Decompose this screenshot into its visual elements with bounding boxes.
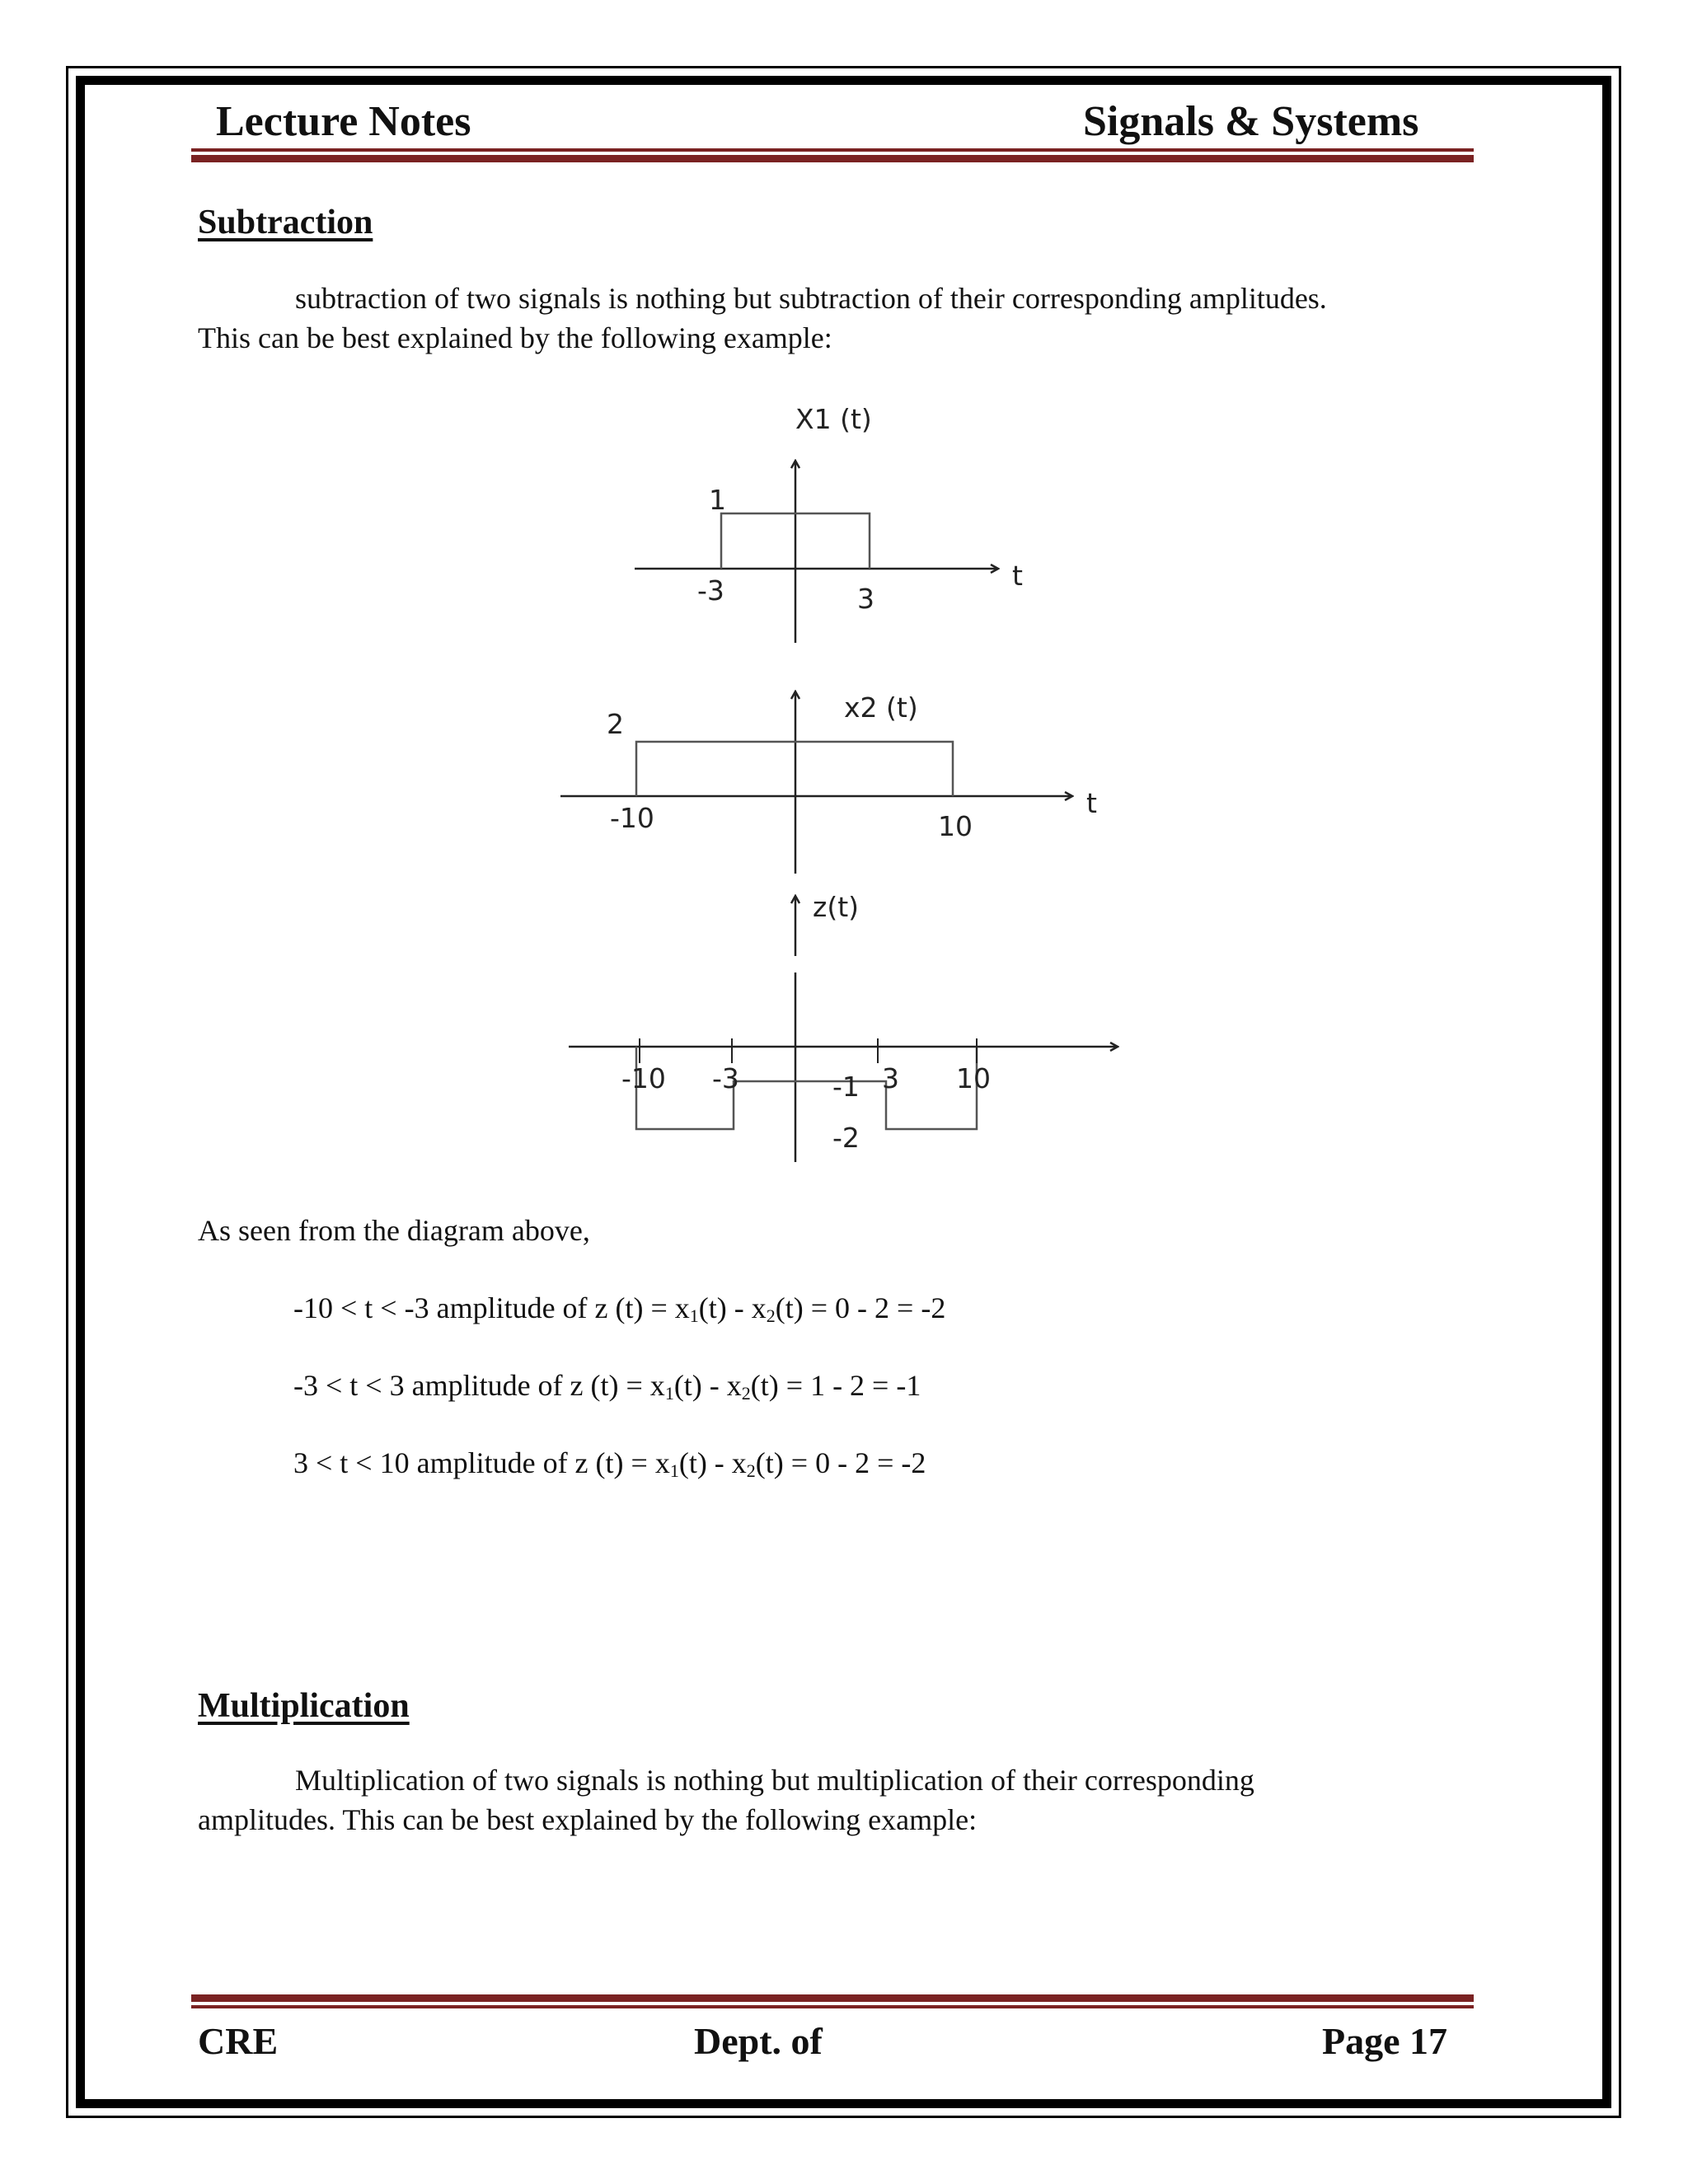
eq1-pre: -10 < t < -3 amplitude of z (t) = x xyxy=(293,1291,690,1324)
footer-rule xyxy=(191,1994,1474,2008)
header-left-title: Lecture Notes xyxy=(216,98,471,145)
x2-tick-neg: -10 xyxy=(610,802,654,834)
z-label: z(t) xyxy=(813,891,860,923)
header-right-title: Signals & Systems xyxy=(1083,98,1419,145)
eq2-pre: -3 < t < 3 amplitude of z (t) = x xyxy=(293,1369,665,1402)
subtraction-paragraph xyxy=(198,279,1434,358)
x2-plot xyxy=(560,691,1097,874)
x1-axis-t-label: t xyxy=(1012,560,1023,592)
footer-page-number: Page 17 xyxy=(1322,2020,1448,2062)
z-amplitude-minus2: -2 xyxy=(832,1122,860,1154)
z-tick-3: 3 xyxy=(882,1062,899,1094)
eq2-post: (t) = 1 - 2 = -1 xyxy=(750,1369,921,1402)
eq1-sub2: 2 xyxy=(766,1305,776,1326)
x1-label: X1 (t) xyxy=(795,403,872,435)
eq1-mid: (t) - x xyxy=(698,1291,767,1324)
z-amplitude-minus1: -1 xyxy=(832,1071,860,1103)
signal-diagram-svg xyxy=(544,387,1154,1179)
section-title-multiplication: Multiplication xyxy=(198,1687,410,1725)
footer-left: CRE xyxy=(198,2020,279,2062)
subtraction-line-1: subtraction of two signals is nothing but subtraction of their corresponding amplitudes. xyxy=(295,282,1327,315)
eq2-mid: (t) - x xyxy=(673,1369,742,1402)
eq3-sub1: 1 xyxy=(669,1460,679,1481)
x1-plot xyxy=(635,403,1023,643)
eq3-sub2: 2 xyxy=(746,1460,756,1481)
eq2-sub2: 2 xyxy=(741,1383,751,1404)
x1-amplitude-value: 1 xyxy=(709,484,726,516)
signal-diagram xyxy=(544,387,1154,1179)
x2-label: x2 (t) xyxy=(844,691,918,724)
section-title-subtraction: Subtraction xyxy=(198,204,373,241)
z-tick-minus10: -10 xyxy=(621,1062,666,1094)
subtraction-line-2: This can be best explained by the following example: xyxy=(198,321,832,354)
observation-intro: As seen from the diagram above, xyxy=(198,1214,590,1247)
multiplication-line-1: Multiplication of two signals is nothing but multiplication of their corresponding xyxy=(295,1764,1254,1797)
z-tick-10: 10 xyxy=(956,1062,991,1094)
header-rule xyxy=(191,148,1474,162)
equation-line-1 xyxy=(293,1291,945,1327)
multiplication-line-2: amplitudes. This can be best explained by the following example: xyxy=(198,1803,978,1836)
x1-tick-neg: -3 xyxy=(697,574,724,607)
eq3-pre: 3 < t < 10 amplitude of z (t) = x xyxy=(293,1446,670,1479)
eq3-mid: (t) - x xyxy=(678,1446,747,1479)
eq3-post: (t) = 0 - 2 = -2 xyxy=(755,1446,926,1479)
z-tick-minus3: -3 xyxy=(712,1062,739,1094)
equation-line-2 xyxy=(293,1368,921,1404)
x1-tick-pos: 3 xyxy=(857,583,874,615)
eq2-sub1: 1 xyxy=(664,1383,674,1404)
eq1-post: (t) = 0 - 2 = -2 xyxy=(775,1291,946,1324)
equation-line-3 xyxy=(293,1446,926,1482)
x2-tick-pos: 10 xyxy=(938,810,973,842)
z-waveform xyxy=(636,1047,977,1129)
z-plot xyxy=(569,891,1117,1162)
eq1-sub1: 1 xyxy=(689,1305,699,1326)
x2-axis-t-label: t xyxy=(1086,787,1097,819)
multiplication-paragraph xyxy=(198,1760,1434,1840)
footer-middle: Dept. of xyxy=(694,2020,823,2062)
x2-amplitude-value: 2 xyxy=(607,708,624,740)
